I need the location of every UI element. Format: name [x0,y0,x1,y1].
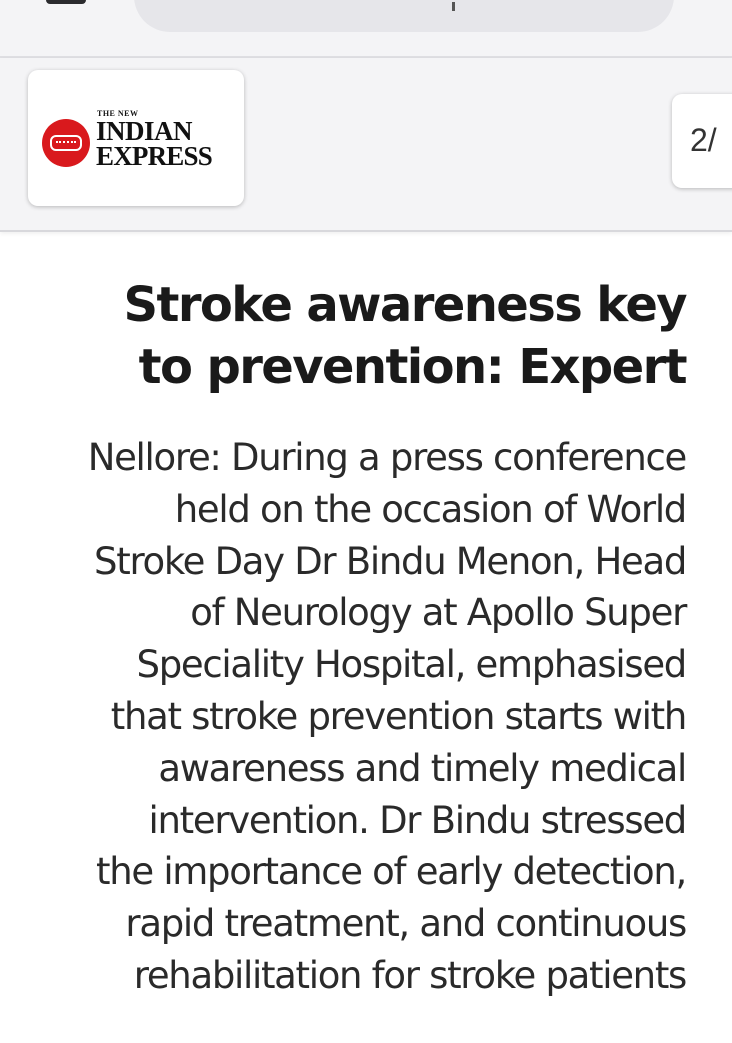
logo-line-1: INDIAN [96,116,193,146]
cursor-icon [452,2,455,11]
body-line: rehabilitation for stroke patients [133,953,686,997]
page-counter-button[interactable] [672,94,732,188]
address-bar[interactable] [134,0,674,32]
logo-small-text: THE NEW [97,109,139,118]
logo-line-2: EXPRESS [96,141,212,171]
body-line: rapid treatment, and continuous [125,902,686,946]
body-line: Stroke Day Dr Bindu Menon, Head [94,539,686,583]
publication-logo [96,110,212,170]
menu-icon[interactable] [46,0,86,4]
headline-line: to prevention: Expert [138,339,686,395]
headline-line: Stroke awareness key [123,277,686,333]
article-body [0,432,686,1002]
browser-top-strip [0,0,732,58]
seal-icon [42,119,90,167]
body-line: Speciality Hospital, emphasised [136,643,686,687]
seal-emblem [50,135,82,151]
body-line: Nellore: During a press conference [87,436,686,479]
article-headline [26,274,686,398]
body-line: the importance of early detection, [96,850,686,894]
body-line: held on the occasion of World [174,487,686,531]
body-line: awareness and timely medical [158,746,686,790]
body-line: of Neurology at Apollo Super [190,591,686,635]
body-line: that stroke prevention starts with [110,694,686,738]
publication-logo-card[interactable] [28,70,244,206]
page-counter-text: 2/ [690,122,717,158]
body-line: intervention. Dr Bindu stressed [148,798,686,842]
